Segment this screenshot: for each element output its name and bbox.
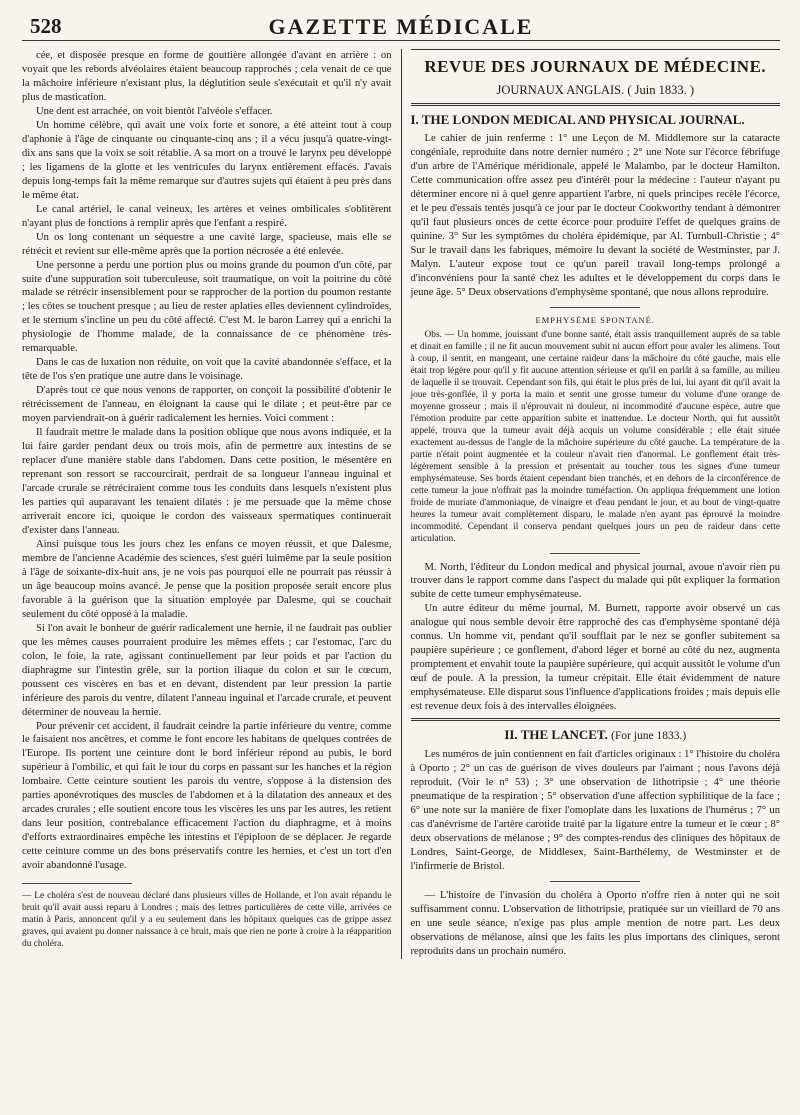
top-rule [411, 49, 781, 50]
paragraph: Dans le cas de luxation non réduite, on voit que la cavité abandonnée s'efface, et la tête de l'os s'en pratique une autre dans le voisinage. [22, 357, 392, 383]
review-title: REVUE DES JOURNAUX DE MÉDECINE. [424, 57, 767, 76]
columns [22, 49, 780, 959]
paragraph: Un autre éditeur du même journal, M. Burnett, rapporte avoir observé un cas analogue qui nous semble devoir être rapproché des cas d'emphysème spontané déjà connus. Un homme vit, pendant qu'il soufflait par le nez se gonfler subitement sa paupière supérieure ; ce gonflement, d'abord léger et borné au côté du nez, augmenta promptement et envahit toute la paupière supérieure, qui acquit aussitôt le volume d'un œuf de poule. A la pression, la tumeur crépitait. Elle était évidemment de nature emphysémateuse. Elle disparut sous l'influence d'applications froides ; mais depuis elle est revenue deux fois à des intervalles éloignées. [410, 603, 781, 713]
paragraph: Pour prévenir cet accident, il faudrait ceindre la partie inférieure du ventre, comme le faisaient nos ancêtres, et comme le font encore les habitans de quelques contrées de l'Europe. Ils portent une ceinture dont le bord inférieur répond au pubis, le bord supérieur à l'ombilic, et qui fait le tour du corps en passant sur les hanches et la région lombaire. Cette ceinture soutient les parois du ventre, s'oppose à la distension des parties aponévrotiques des muscles de l'abdomen et à la dilatation des anneaux et des arcades crurales ; elle soutient encore tous les viscères les uns par les autres, les retient dans leur position, contrebalance efficacement l'action du diaphragme, et à moins d'efforts extraordinaires empêche les intestins et l'épiploon de se déplacer. Je regarde cette ceinture comme un des bons préservatifs contre les hernies, et c'est un tort d'en avoir abandonné l'usage. [22, 720, 392, 872]
paragraph: D'après tout ce que nous venons de rapporter, on conçoit la possibilité d'obtenir le rétrécissement de l'anneau, en éloignant la cause qui le dilate ; et peut-être par ce moyen parviendrait-on à guérir radicalement les hernies. Voici comment : [22, 385, 392, 425]
review-subtitle: JOURNAUX ANGLAIS. ( Juin 1833. ) [496, 83, 695, 98]
paragraph: cée, et disposée presque en forme de gouttière allongée d'avant en arrière : on voyait que les rebords alvéolaires étaient beaucoup rapprochés ; cela venait de ce que la mâchoire inférieure n'existant plus, la déglutition seule s'exécutait et qu'il n'y avait plus de mastication. [22, 50, 392, 103]
paragraph: Ainsi puisque tous les jours chez les enfans ce moyen réussit, et que Dalesme, membre de l'ancienne Académie des sciences, s'est guéri luimême par la seule position à l'âge de soixante-dix-huit ans, je ne vois pas pourquoi elle ne pourrait pas réussir à un âge beaucoup moins avancé. Je pense que la position proposée serait encore plus favorable à la guérison que la situation employée par Dalesme, qui se couchait seulement du côté opposé à la maladie. [22, 538, 392, 620]
page-header [22, 14, 780, 41]
paragraph: Une personne a perdu une portion plus ou moins grande du poumon d'un côté, par suite d'une suppuration soit tuberculeuse, soit traumatique, on voit la poitrine du côté malade se rétrécir insensiblement pour se rapprocher de la portion du poumon restante ; les côtes se touchent presque ; au lieu de rester aplaties elles deviennent cylindroïdes, et le sternum s'incline un peu du côté affecté. C'est M. le baron Larrey qui a enrichi la physiologie de l'homme malade, de la connaissance de ce phénomène très-remarquable. [22, 259, 392, 355]
title-divider [411, 103, 781, 106]
journal-title: GAZETTE MÉDICALE [268, 14, 534, 39]
footnote-divider [22, 883, 132, 884]
paragraph: Il faudrait mettre le malade dans la position oblique que nous avons indiquée, et la lui faire garder pendant deux ou trois mois, afin de permettre aux intestins de se replacer d'une manière stable dans l'abdomen. Dans cette position, le mésentère en reprenant son ressort se raccourcirait, perdrait de sa longueur l'anneau inguinal et l'arcade crurale se rétréciraient comme tous les conduits dans lesquels n'existent plus les parties qui auparavant les tenaient dilatés : je me persuade que la même chose arriverait encore ici, quoique le cordon des vaisseaux spermatiques continuerait d'exister dans l'anneau. [22, 427, 392, 536]
paragraph: Le cahier de juin renferme : 1° une Leçon de M. Middlemore sur la cataracte congéniale, reproduite dans notre dernier numéro ; 2° une Note sur l'écorce fébrifuge d'un arbre de l'Amérique méridionale, appelé le Malambo, par le docteur Hamilton. Cette communication offre assez peu d'intérêt pour la médecine : l'auteur n'ayant pu déterminer encore ni à quel genre appartient l'arbre, ni quels principes recèle l'écorce, et le peu d'essais tentés jusqu'à ce jour par le docteur Cookworthy tendant à démontrer qu'il faut plusieurs onces de cette écorce pour produire l'effet de quelques grains de quinine. 3° Sur les symptômes du choléra épidémique, par Al. Turnbull-Christie ; 4° Sur le travail dans les fabriques, mémoire lu devant la société de Westminster, par J. Malyn. L'auteur expose tout ce qu'un pareil travail long-temps prolongé a d'inconvéniens pour la santé chez les adultes et le développement du corps dans le jeune âge. 5° Deux observations d'emphysème spontané, que nous allons reproduire. [410, 133, 780, 298]
divider [550, 307, 640, 308]
paragraph: M. North, l'éditeur du London medical and physical journal, avoue n'avoir rien pu trouver dans le rapport comme dans l'aspect du malade qui pût expliquer la formation subite de cette tumeur emphysémateuse. [410, 561, 780, 601]
section-heading [411, 726, 781, 744]
subsection-heading: EMPHYSÈME SPONTANÉ. [535, 314, 655, 325]
paragraph: Un homme célèbre, qui avait une voix forte et sonore, a été atteint tout à coup d'aphonie à l'âge de cinquante ou cinquante-cinq ans ; il a vécu jusqu'à quatre-vingt-dix ans sans que la voix se soit rétablie. A sa mort on a trouvé le larynx peu développé ; les ligamens de la glotte et les ventricules du larynx entièrement effacés. J'avais depuis long-temps fait la même remarque sur d'autres sujets qui étaient à peu près dans le même état. [22, 119, 392, 201]
right-column [401, 49, 781, 959]
paragraph: Les numéros de juin contiennent en fait d'articles originaux : 1° l'histoire du choléra à Oporto ; 2° un cas de guérison de vives douleurs par l'aimant ; nous l'avons déjà reproduit. (Voir le n° 53) ; 3° une observation de lithotripsie ; 4° une théorie pneumatique de la respiration ; 5° observation d'une affection syphilitique de la face ; 6° une note sur la manière de fixer l'omoplate dans les luxations de l'humérus ; 7° un cas d'anévrisme de l'artère carotide traité par la ligature entre la tumeur et le cœur ; 8° deux observations de mélanose ; 9° des comptes-rendus des cliniques des hôpitaux de Londres, Saint-George, de Middlesex, Saint-Barthélemy, de Westminster et de l'infirmerie de Bristol. [410, 749, 780, 873]
paragraph: Un os long contenant un séquestre a une cavité large, spacieuse, mais elle se rétrécit et revient sur elle-même après que la portion nécrosée a été enlevée. [22, 231, 392, 257]
section-title: II. THE LANCET. [504, 727, 608, 743]
left-column [22, 49, 401, 959]
paragraph: — L'histoire de l'invasion du choléra à Oporto n'offre rien à noter qui ne soit suffisamment connu. L'observation de lithotripsie, pratiquée sur un vieillard de 70 ans en une seule séance, n'exige pas plus ample mention de notre part. Les deux observations de mélanose, ainsi que les faits les plus importans des cliniques, seront reproduits dans un prochain numéro. [410, 890, 780, 957]
section-heading: I. THE LONDON MEDICAL AND PHYSICAL JOURNAL. [410, 111, 745, 127]
footnote: — Le choléra s'est de nouveau déclaré dans plusieurs villes de Hollande, et l'on avait répandu le bruit qu'il avait aussi reparu à Londres ; mais des lettres particulières de cette ville, arrivées ce matin à Paris, annoncent qu'il y a eu seulement dans les hôpitaux quelques cas de grippe assez graves, qui avaient pu donner naissance à ce bruit, mais que rien ne porte à croire à la réapparition du choléra. [22, 891, 392, 950]
paragraph: Si l'on avait le bonheur de guérir radicalement une hernie, il ne faudrait pas oublier que les mêmes causes pourraient produire les mêmes effets ; car l'estomac, l'arc du colon, le foie, la rate, agissant continuellement par leur poids et par l'action du diaphragme sur l'intestin grêle, sur la portion iliaque du colon et sur le cœcum, poussent ces viscères en bas et en devant, distendent par leur pression la partie inférieure des parois du ventre, dilatent l'anneau inguinal et l'arcade crurale, et peuvent déterminer de nouveau la hernie. [22, 622, 392, 718]
section-divider [411, 718, 781, 721]
divider [550, 553, 640, 554]
observation-text: Obs. — Un homme, jouissant d'une bonne santé, était assis tranquillement auprès de sa table et dinait en famille ; il ne fit aucun mouvement subit ni aucun effort pour avaler les alimens. Tout à coup, il sentit, en mangeant, une certaine raideur dans la mâchoire du côté gauche, mais elle était trop légère pour qu'il y fit aucune attention sérieuse et qu'il en parlât à sa famille, au milieu de laquelle il se trouvait. Cependant son fils, qui était le plus près de lui, lui ayant dit qu'il avait la joue très-gonflée, il y porta la main et sentit une grosse tumeur du volume d'une orange de moyenne grosseur ; mais il n'éprouvait ni douleur, ni incommodité d'aucune espèce, autre que l'émotion produite par cette apparition subite et inattendue. Le docteur North, qui fut aussitôt appelé, trouva que la tumeur avait déjà acquis un volume considérable ; elle était située exactement au-dessus de l'angle de la mâchoire supérieure du côté gauche. La température de la partie n'était point augmentée et la couleur n'avait rien d'anormal. Le gonflement était très-légèrement sensible à la pression et présentait au toucher tous les signes d'une tumeur emphysémateuse. Ses bords étaient cependant bien tranchés, et en dehors de la circonférence de cette tumeur la joue n'offrait pas la moindre tuméfaction. On appliqua fréquemment une lotion froide de muriate d'ammoniaque, de vinaigre et d'eau pendant le jour, et au bout de vingt-quatre heures la tumeur avait complètement disparu, le malade n'en ayant pas éprouvé la moindre incommodité. Cependant il conserva pendant quelques jours un peu de raideur dans cette articulation. [410, 329, 780, 545]
section-date: (For june 1833.) [611, 730, 687, 743]
page-number: 528 [30, 14, 62, 38]
paragraph: Une dent est arrachée, on voit bientôt l'alvéole s'effacer. [36, 105, 273, 117]
paragraph: Le canal artériel, le canal veineux, les artères et veines ombilicales s'oblitèrent n'ayant plus de fonctions à remplir après que l'enfant a respiré. [22, 203, 392, 229]
divider [550, 881, 640, 882]
